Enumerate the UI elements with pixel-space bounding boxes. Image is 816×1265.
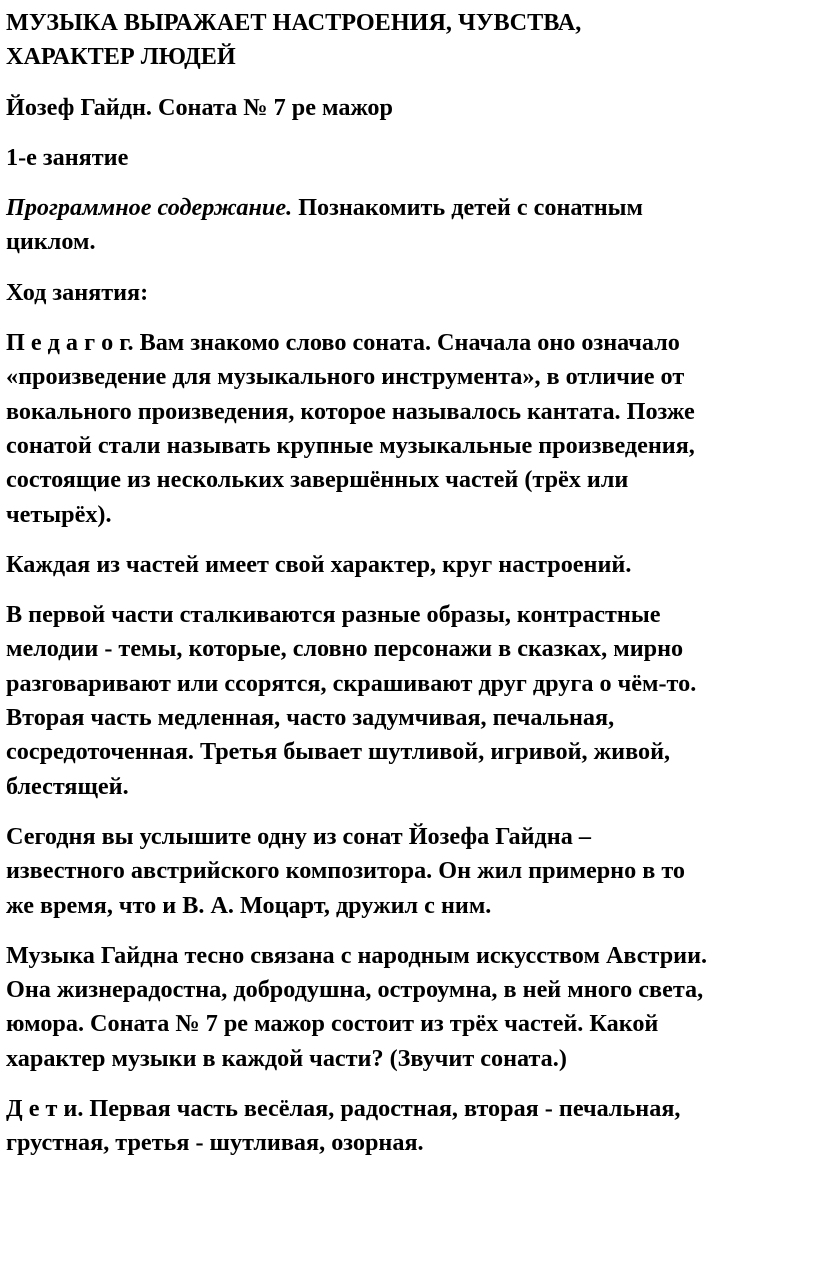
paragraph-line: вокального произведения, которое называлось кантата. Позже (6, 397, 695, 425)
title-line: МУЗЫКА ВЫРАЖАЕТ НАСТРОЕНИЯ, ЧУВСТВА, (6, 9, 582, 36)
subtitle-text: Йозеф Гайдн. Соната № 7 ре мажор (6, 93, 393, 121)
course-heading-text: Ход занятия: (6, 278, 149, 306)
paragraph-teacher-intro (6, 326, 814, 532)
document-title (6, 6, 814, 75)
course-heading (6, 276, 814, 310)
program-line (6, 191, 814, 225)
lesson-number (6, 141, 814, 175)
paragraph-line: же время, что и В. А. Моцарт, дружил с ним. (6, 891, 492, 919)
paragraph-line: Д е т и. Первая часть весёлая, радостная, вторая - печальная, (6, 1095, 681, 1123)
paragraph-line: известного австрийского композитора. Он жил примерно в то (6, 857, 685, 885)
paragraph-line: «произведение для музыкального инструмента», в отличие от (6, 363, 685, 391)
document-page (6, 6, 814, 1177)
paragraph-haydn-intro (6, 820, 814, 923)
paragraph-line: мелодии - темы, которые, словно персонажи в сказках, мирно (6, 635, 684, 663)
paragraph-line: Вторая часть медленная, часто задумчивая, печальная, (6, 704, 615, 732)
document-subtitle (6, 91, 814, 125)
paragraph-line: В первой части сталкиваются разные образы, контрастные (6, 601, 661, 629)
paragraph-parts-description (6, 598, 814, 804)
paragraph-parts-character (6, 548, 814, 582)
program-line: циклом. (6, 228, 96, 256)
paragraph-haydn-music (6, 939, 814, 1076)
paragraph-line: блестящей. (6, 772, 129, 800)
paragraph-line: П е д а г о г. Вам знакомо слово соната. Сначала оно означало (6, 329, 680, 357)
paragraph-line: Сегодня вы услышите одну из сонат Йозефа Гайдна – (6, 822, 591, 850)
paragraph-line: сонатой стали называть крупные музыкальные произведения, (6, 431, 695, 459)
paragraph-line: сосредоточенная. Третья бывает шутливой, игривой, живой, (6, 738, 671, 766)
title-line: ХАРАКТЕР ЛЮДЕЙ (6, 43, 236, 71)
program-label: Программное содержание. (6, 194, 293, 222)
lesson-text: 1-е занятие (6, 143, 129, 171)
paragraph-line: Она жизнерадостна, добродушна, остроумна, в ней много света, (6, 976, 704, 1004)
paragraph-line: четырёх). (6, 500, 112, 528)
program-text: Познакомить детей с сонатным (292, 194, 644, 222)
paragraph-line: Каждая из частей имеет свой характер, круг настроений. (6, 550, 632, 578)
paragraph-line: Музыка Гайдна тесно связана с народным искусством Австрии. (6, 941, 708, 969)
paragraph-line: состоящие из нескольких завершённых частей (трёх или (6, 466, 629, 494)
paragraph-children-answer (6, 1092, 814, 1161)
paragraph-line: характер музыки в каждой части? (Звучит соната.) (6, 1044, 567, 1072)
program-content (6, 191, 814, 260)
paragraph-line: разговаривают или ссорятся, скрашивают друг друга о чём-то. (6, 669, 697, 697)
paragraph-line: юмора. Соната № 7 ре мажор состоит из трёх частей. Какой (6, 1010, 659, 1038)
paragraph-line: грустная, третья - шутливая, озорная. (6, 1129, 424, 1157)
